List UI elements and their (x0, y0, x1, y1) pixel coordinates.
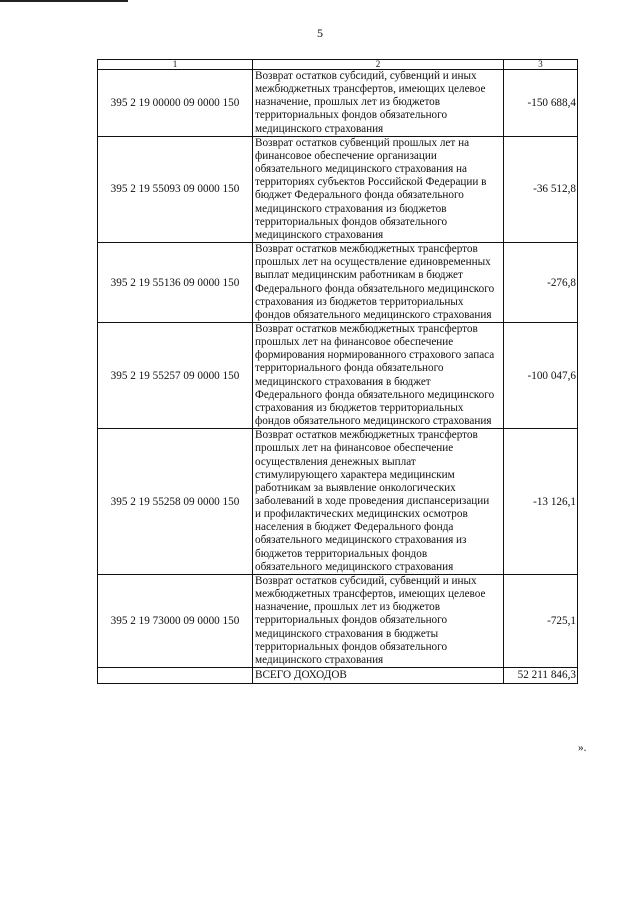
total-code-cell (98, 668, 253, 684)
description-line: Федерального фонда обязательного медицинского (255, 388, 495, 401)
column-header-2: 2 (253, 60, 504, 70)
amount-cell: -36 512,8 (504, 136, 578, 242)
description-line: страхования из бюджетов территориальных (255, 295, 464, 308)
description-line: обязательного медицинского страхования (255, 560, 454, 573)
description-line: прошлых лет на финансовое обеспечение (255, 442, 454, 455)
description-line: финансовое обеспечение организации (255, 149, 437, 162)
header-row (98, 60, 578, 70)
description-line: обязательного медицинского страхования на (255, 163, 468, 176)
description-line: прошлых лет на осуществление единовременных (255, 256, 491, 269)
description-line: фондов обязательного медицинского страхования (255, 308, 492, 321)
description-line: Возврат остатков межбюджетных трансфертов (255, 243, 478, 256)
description-line: Возврат остатков субсидий, субвенций и иных (255, 574, 477, 587)
column-header-3: 3 (504, 60, 578, 70)
description-line: территориальных фондов обязательного (255, 614, 448, 627)
description-line: назначение, прошлых лет из бюджетов (255, 96, 441, 109)
description-line: территориях субъектов Российской Федерации в (255, 176, 487, 189)
amount-cell: -13 126,1 (504, 429, 578, 575)
description-line: бюджетов территориальных фондов (255, 547, 428, 560)
description-line: бюджет Федерального фонда обязательного (255, 189, 464, 202)
description-line: медицинского страхования в бюджет (255, 375, 431, 388)
description-line: территориальных фондов обязательного (255, 640, 448, 653)
total-row (98, 668, 578, 684)
description-line: выплат медицинским работникам в бюджет (255, 269, 463, 282)
description-line: территориальных фондов обязательного (255, 215, 448, 228)
total-amount: 52 211 846,3 (504, 668, 578, 684)
description-line: и профилактических медицинских осмотров (255, 508, 468, 521)
table-row (98, 70, 578, 137)
description-line: Возврат остатков межбюджетных трансфертов (255, 322, 478, 335)
description-cell (253, 70, 504, 137)
amount-cell: -100 047,6 (504, 322, 578, 428)
amount-cell: -276,8 (504, 243, 578, 323)
description-line: страхования из бюджетов территориальных (255, 401, 464, 414)
description-line: обязательного медицинского страхования из (255, 534, 467, 547)
description-line: населения в бюджет Федерального фонда (255, 521, 454, 534)
column-header-1: 1 (98, 60, 253, 70)
description-line: работникам за выявление онкологических (255, 481, 456, 494)
description-line: заболеваний в ходе проведения диспансеризации (255, 495, 490, 507)
description-line: Возврат остатков субвенций прошлых лет на (255, 136, 470, 149)
description-line: прошлых лет на финансовое обеспечение (255, 336, 454, 349)
top-rule (0, 0, 128, 2)
amount-cell: -725,1 (504, 574, 578, 667)
description-line: медицинского страхования (255, 122, 384, 135)
description-line: Возврат остатков межбюджетных трансфертов (255, 429, 478, 442)
budget-code-cell: 395 2 19 55136 09 0000 150 (98, 243, 253, 323)
budget-code-cell: 395 2 19 73000 09 0000 150 (98, 574, 253, 667)
budget-code-cell: 395 2 19 00000 09 0000 150 (98, 70, 253, 137)
description-line: фондов обязательного медицинского страхования (255, 415, 492, 428)
description-line: межбюджетных трансфертов, имеющих целевое (255, 83, 486, 96)
description-line: медицинского страхования (255, 653, 384, 666)
budget-code-cell: 395 2 19 55093 09 0000 150 (98, 136, 253, 242)
budget-table (97, 59, 578, 684)
description-cell (253, 574, 504, 667)
table-row (98, 243, 578, 323)
budget-code-cell: 395 2 19 55257 09 0000 150 (98, 322, 253, 428)
description-line: формирования нормированного страхового запаса (255, 349, 495, 362)
page-number: 5 (317, 26, 323, 40)
table-row (98, 322, 578, 428)
description-cell (253, 136, 504, 242)
table-row (98, 136, 578, 242)
description-line: осуществления денежных выплат (255, 455, 416, 468)
description-line: Федерального фонда обязательного медицинского (255, 282, 495, 295)
budget-code-cell: 395 2 19 55258 09 0000 150 (98, 429, 253, 575)
closing-quote: ». (578, 742, 587, 754)
description-line: Возврат остатков субсидий, субвенций и иных (255, 70, 477, 82)
description-line: межбюджетных трансфертов, имеющих целевое (255, 588, 486, 601)
amount-cell: -150 688,4 (504, 70, 578, 137)
table-row (98, 429, 578, 575)
description-cell (253, 322, 504, 428)
total-label: ВСЕГО ДОХОДОВ (253, 668, 504, 684)
description-line: стимулирующего характера медицинским (255, 468, 455, 481)
description-line: территориального фонда обязательного (255, 362, 444, 375)
table-row (98, 574, 578, 667)
description-line: медицинского страхования в бюджеты (255, 627, 439, 640)
description-line: территориальных фондов обязательного (255, 109, 448, 122)
description-line: медицинского страхования из бюджетов (255, 202, 447, 215)
description-cell (253, 429, 504, 575)
description-line: назначение, прошлых лет из бюджетов (255, 601, 441, 614)
description-line: медицинского страхования (255, 228, 384, 241)
description-cell (253, 243, 504, 323)
